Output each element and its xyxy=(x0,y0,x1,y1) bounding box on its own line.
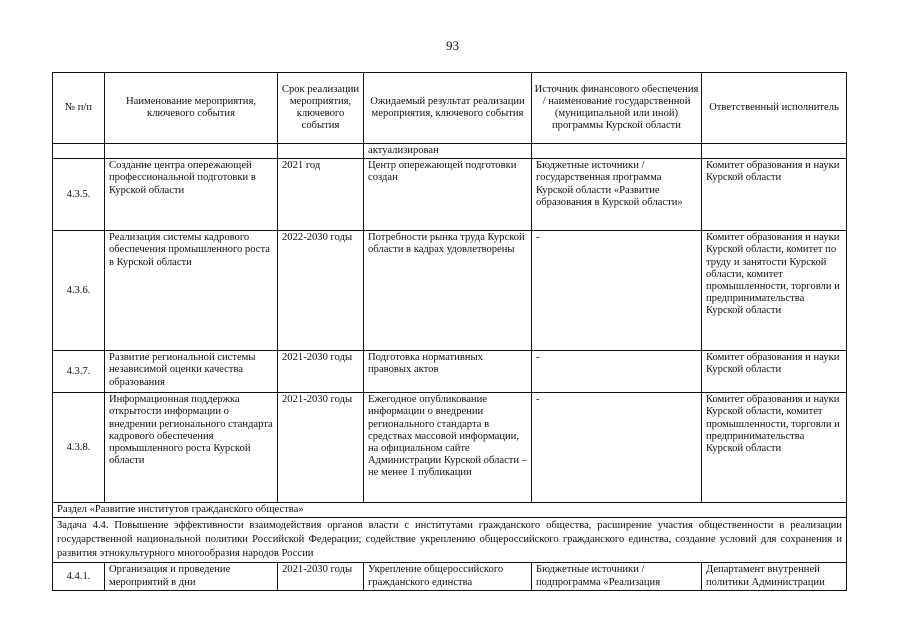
header-executor: Ответственный исполнитель xyxy=(702,73,847,144)
cell-name: Реализация системы кадрового обеспечения промышленного роста в Курской области xyxy=(105,231,278,351)
cell-term: 2021 год xyxy=(278,159,364,231)
cell-result: Потребности рынка труда Курской области в кадрах удовлетворены xyxy=(364,231,532,351)
page-number: 93 xyxy=(446,38,459,53)
cell-number: 4.3.8. xyxy=(53,393,105,503)
cell-executor: Комитет образования и науки Курской области xyxy=(702,159,847,231)
cell-source: - xyxy=(532,393,702,503)
header-term: Срок реализации мероприятия, ключевого события xyxy=(278,73,364,144)
cell-source: Бюджетные источники / государственная программа Курской области «Развитие образования в Курской области» xyxy=(532,159,702,231)
cell-result: Центр опережающей подготовки создан xyxy=(364,159,532,231)
cell-term: 2021-2030 годы xyxy=(278,351,364,393)
cell-source: - xyxy=(532,351,702,393)
cell-term: 2021-2030 годы xyxy=(278,563,364,590)
header-name: Наименование мероприятия, ключевого события xyxy=(105,73,278,144)
cell-result: Ежегодное опубликование информации о внедрении регионального стандарта в средствах массовой информации, на официальном сайте Администрации Курской области – не менее 1 публикации xyxy=(364,393,532,503)
cell-executor: Комитет образования и науки Курской области, комитет по труду и занятости Курской области, комитет промышленности, торговли и предпринимательства Курской области xyxy=(702,231,847,351)
cell-number xyxy=(53,144,105,159)
table-row-continuation xyxy=(53,144,847,159)
table-row xyxy=(53,393,847,503)
cell-name: Развитие региональной системы независимой оценки качества образования xyxy=(105,351,278,393)
task-title: Задача 4.4. Повышение эффективности взаимодействия органов власти с институтами гражданского общества, расширение участия общественности в реализации государственной национальной политики Российской Федерации; содействие укреплению общероссийского гражданского единства, создание условий для сохранения и развития этнокультурного многообразия народов России xyxy=(53,518,847,563)
table-row xyxy=(53,231,847,351)
measures-table xyxy=(52,72,847,591)
cell-name: Информационная поддержка открытости информации о внедрении регионального стандарта кадрового обеспечения промышленного роста Курской области xyxy=(105,393,278,503)
cell-source: Бюджетные источники / подпрограмма «Реализация xyxy=(532,563,702,590)
table-row xyxy=(53,351,847,393)
cell-name xyxy=(105,144,278,159)
cell-source: - xyxy=(532,231,702,351)
cell-executor: Департамент внутренней политики Администрации xyxy=(702,563,847,590)
cell-number: 4.3.6. xyxy=(53,231,105,351)
task-row xyxy=(53,518,847,563)
header-source: Источник финансового обеспечения / наименование государственной (муниципальной или иной) программы Курской области xyxy=(532,73,702,144)
table-row xyxy=(53,563,847,590)
cell-number: 4.3.7. xyxy=(53,351,105,393)
table-row xyxy=(53,159,847,231)
cell-executor xyxy=(702,144,847,159)
cell-source xyxy=(532,144,702,159)
section-row xyxy=(53,503,847,518)
cell-result: Подготовка нормативных правовых актов xyxy=(364,351,532,393)
cell-term: 2021-2030 годы xyxy=(278,393,364,503)
cell-term: 2022-2030 годы xyxy=(278,231,364,351)
cell-name: Организация и проведение мероприятий в дни xyxy=(105,563,278,590)
cell-name: Создание центра опережающей профессиональной подготовки в Курской области xyxy=(105,159,278,231)
cell-number: 4.3.5. xyxy=(53,159,105,231)
cell-result: актуализирован xyxy=(364,144,532,159)
header-number: № п/п xyxy=(53,73,105,144)
header-result: Ожидаемый результат реализации мероприятия, ключевого события xyxy=(364,73,532,144)
table-header-row xyxy=(53,73,847,144)
cell-number: 4.4.1. xyxy=(53,563,105,590)
cell-result: Укрепление общероссийского гражданского единства xyxy=(364,563,532,590)
cell-term xyxy=(278,144,364,159)
cell-executor: Комитет образования и науки Курской области, комитет промышленности, торговли и предпринимательства Курской области xyxy=(702,393,847,503)
cell-executor: Комитет образования и науки Курской области xyxy=(702,351,847,393)
section-title: Раздел «Развитие институтов гражданского общества» xyxy=(53,503,847,518)
